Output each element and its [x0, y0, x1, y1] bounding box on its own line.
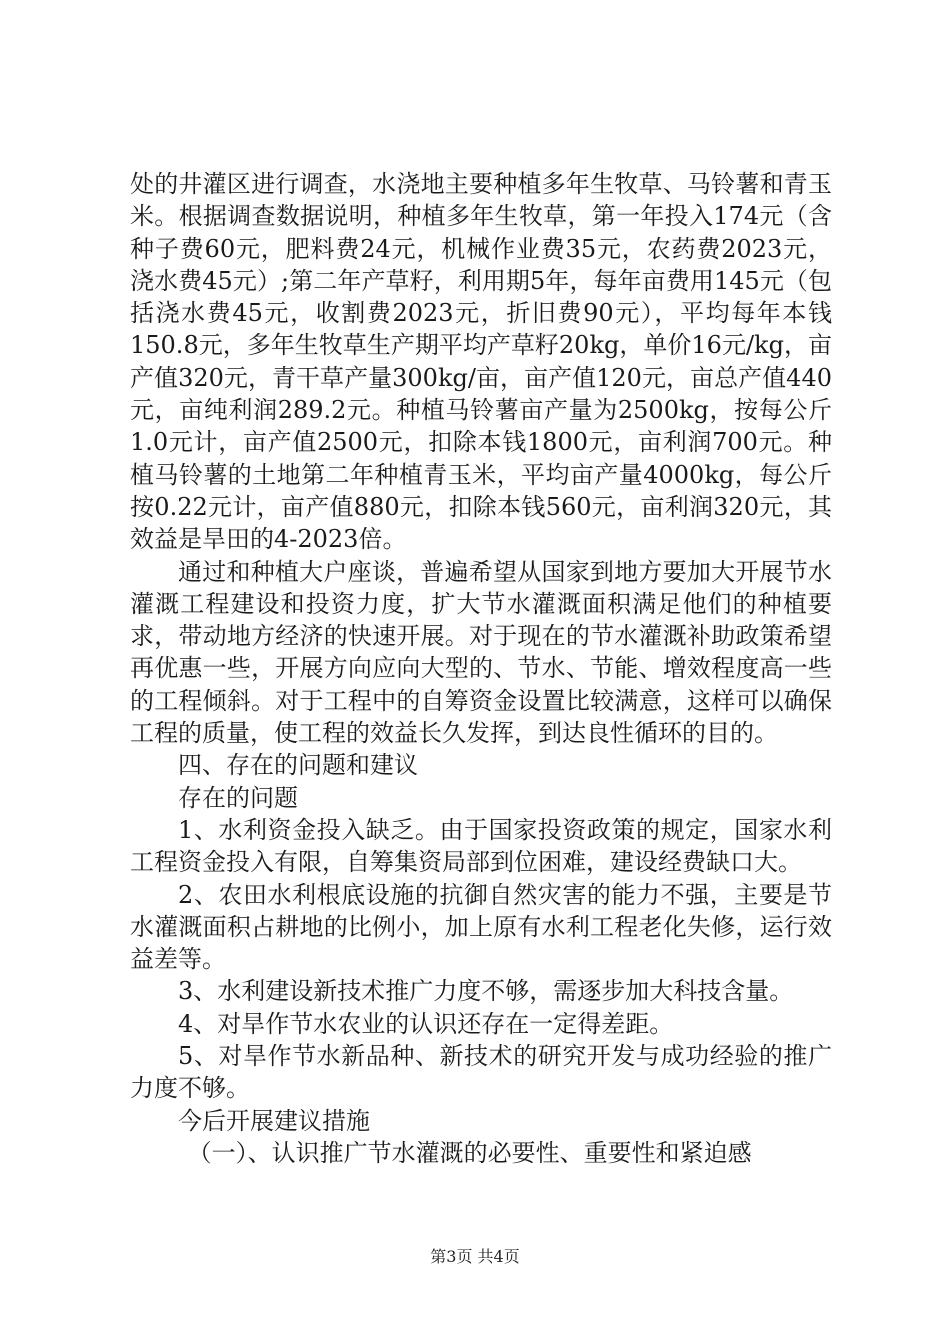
problem-item-2: 2、农田水利根底设施的抗御自然灾害的能力不强，主要是节水灌溉面积占耕地的比例小，加上原有水利工程老化失修，运行效益差等。 [130, 880, 832, 974]
paragraph-survey-results: 处的井灌区进行调查，水浇地主要种植多年生牧草、马铃薯和青玉米。根据调查数据说明，种植多年生牧草，第一年投入174元（含种子费60元，肥料费24元，机械作业费35元，农药费2023元，浇水费45元）;第二年产草籽，利用期5年，每年亩费用145元（包括浇水费45元，收割费2023元，折旧费90元），平均每年本钱150.8元，多年生牧草生产期平均产草籽20kg，单价16元/kg，亩产值320元，青干草产量300kg/亩，亩产值120元，亩总产值440元，亩纯利润289.2元。种植马铃薯亩产量为2500kg，按每公斤1.0元计，亩产值2500元，扣除本钱1800元，亩利润700元。种植马铃薯的土地第二年种植青玉米，平均亩产量4000kg，每公斤按0.22元计，亩产值880元，扣除本钱560元，亩利润320元，其效益是旱田的4-2023倍。 [130, 170, 832, 554]
problem-item-4: 4、对旱作节水农业的认识还存在一定得差距。 [178, 1009, 674, 1038]
page-number-footer: 第3页 共4页 [430, 1247, 520, 1266]
section-heading-problems-suggestions: 四、存在的问题和建议 [178, 751, 418, 780]
problem-item-5: 5、对旱作节水新品种、新技术的研究开发与成功经验的推广力度不够。 [130, 1042, 832, 1103]
subheading-future-measures: 今后开展建议措施 [178, 1106, 370, 1135]
problem-item-3: 3、水利建设新技术推广力度不够，需逐步加大科技含量。 [178, 977, 794, 1006]
document-body [130, 168, 832, 1169]
problem-item-1: 1、水利资金投入缺乏。由于国家投资政策的规定，国家水利工程资金投入有限，自筹集资局部到位困难，建设经费缺口大。 [130, 815, 832, 877]
measure-item-1: （一）、认识推广节水灌溉的必要性、重要性和紧迫感 [187, 1138, 752, 1167]
paragraph-farmer-feedback: 通过和种植大户座谈，普遍希望从国家到地方要加大开展节水灌溉工程建设和投资力度，扩大节水灌溉面积满足他们的种植要求，带动地方经济的快速开展。对于现在的节水灌溉补助政策希望再优惠一些，开展方向应向大型的、节水、节能、增效程度高一些的工程倾斜。对于工程中的自筹资金设置比较满意，这样可以确保工程的质量，使工程的效益长久发挥，到达良性循环的目的。 [130, 557, 832, 748]
subheading-existing-problems: 存在的问题 [178, 783, 298, 812]
